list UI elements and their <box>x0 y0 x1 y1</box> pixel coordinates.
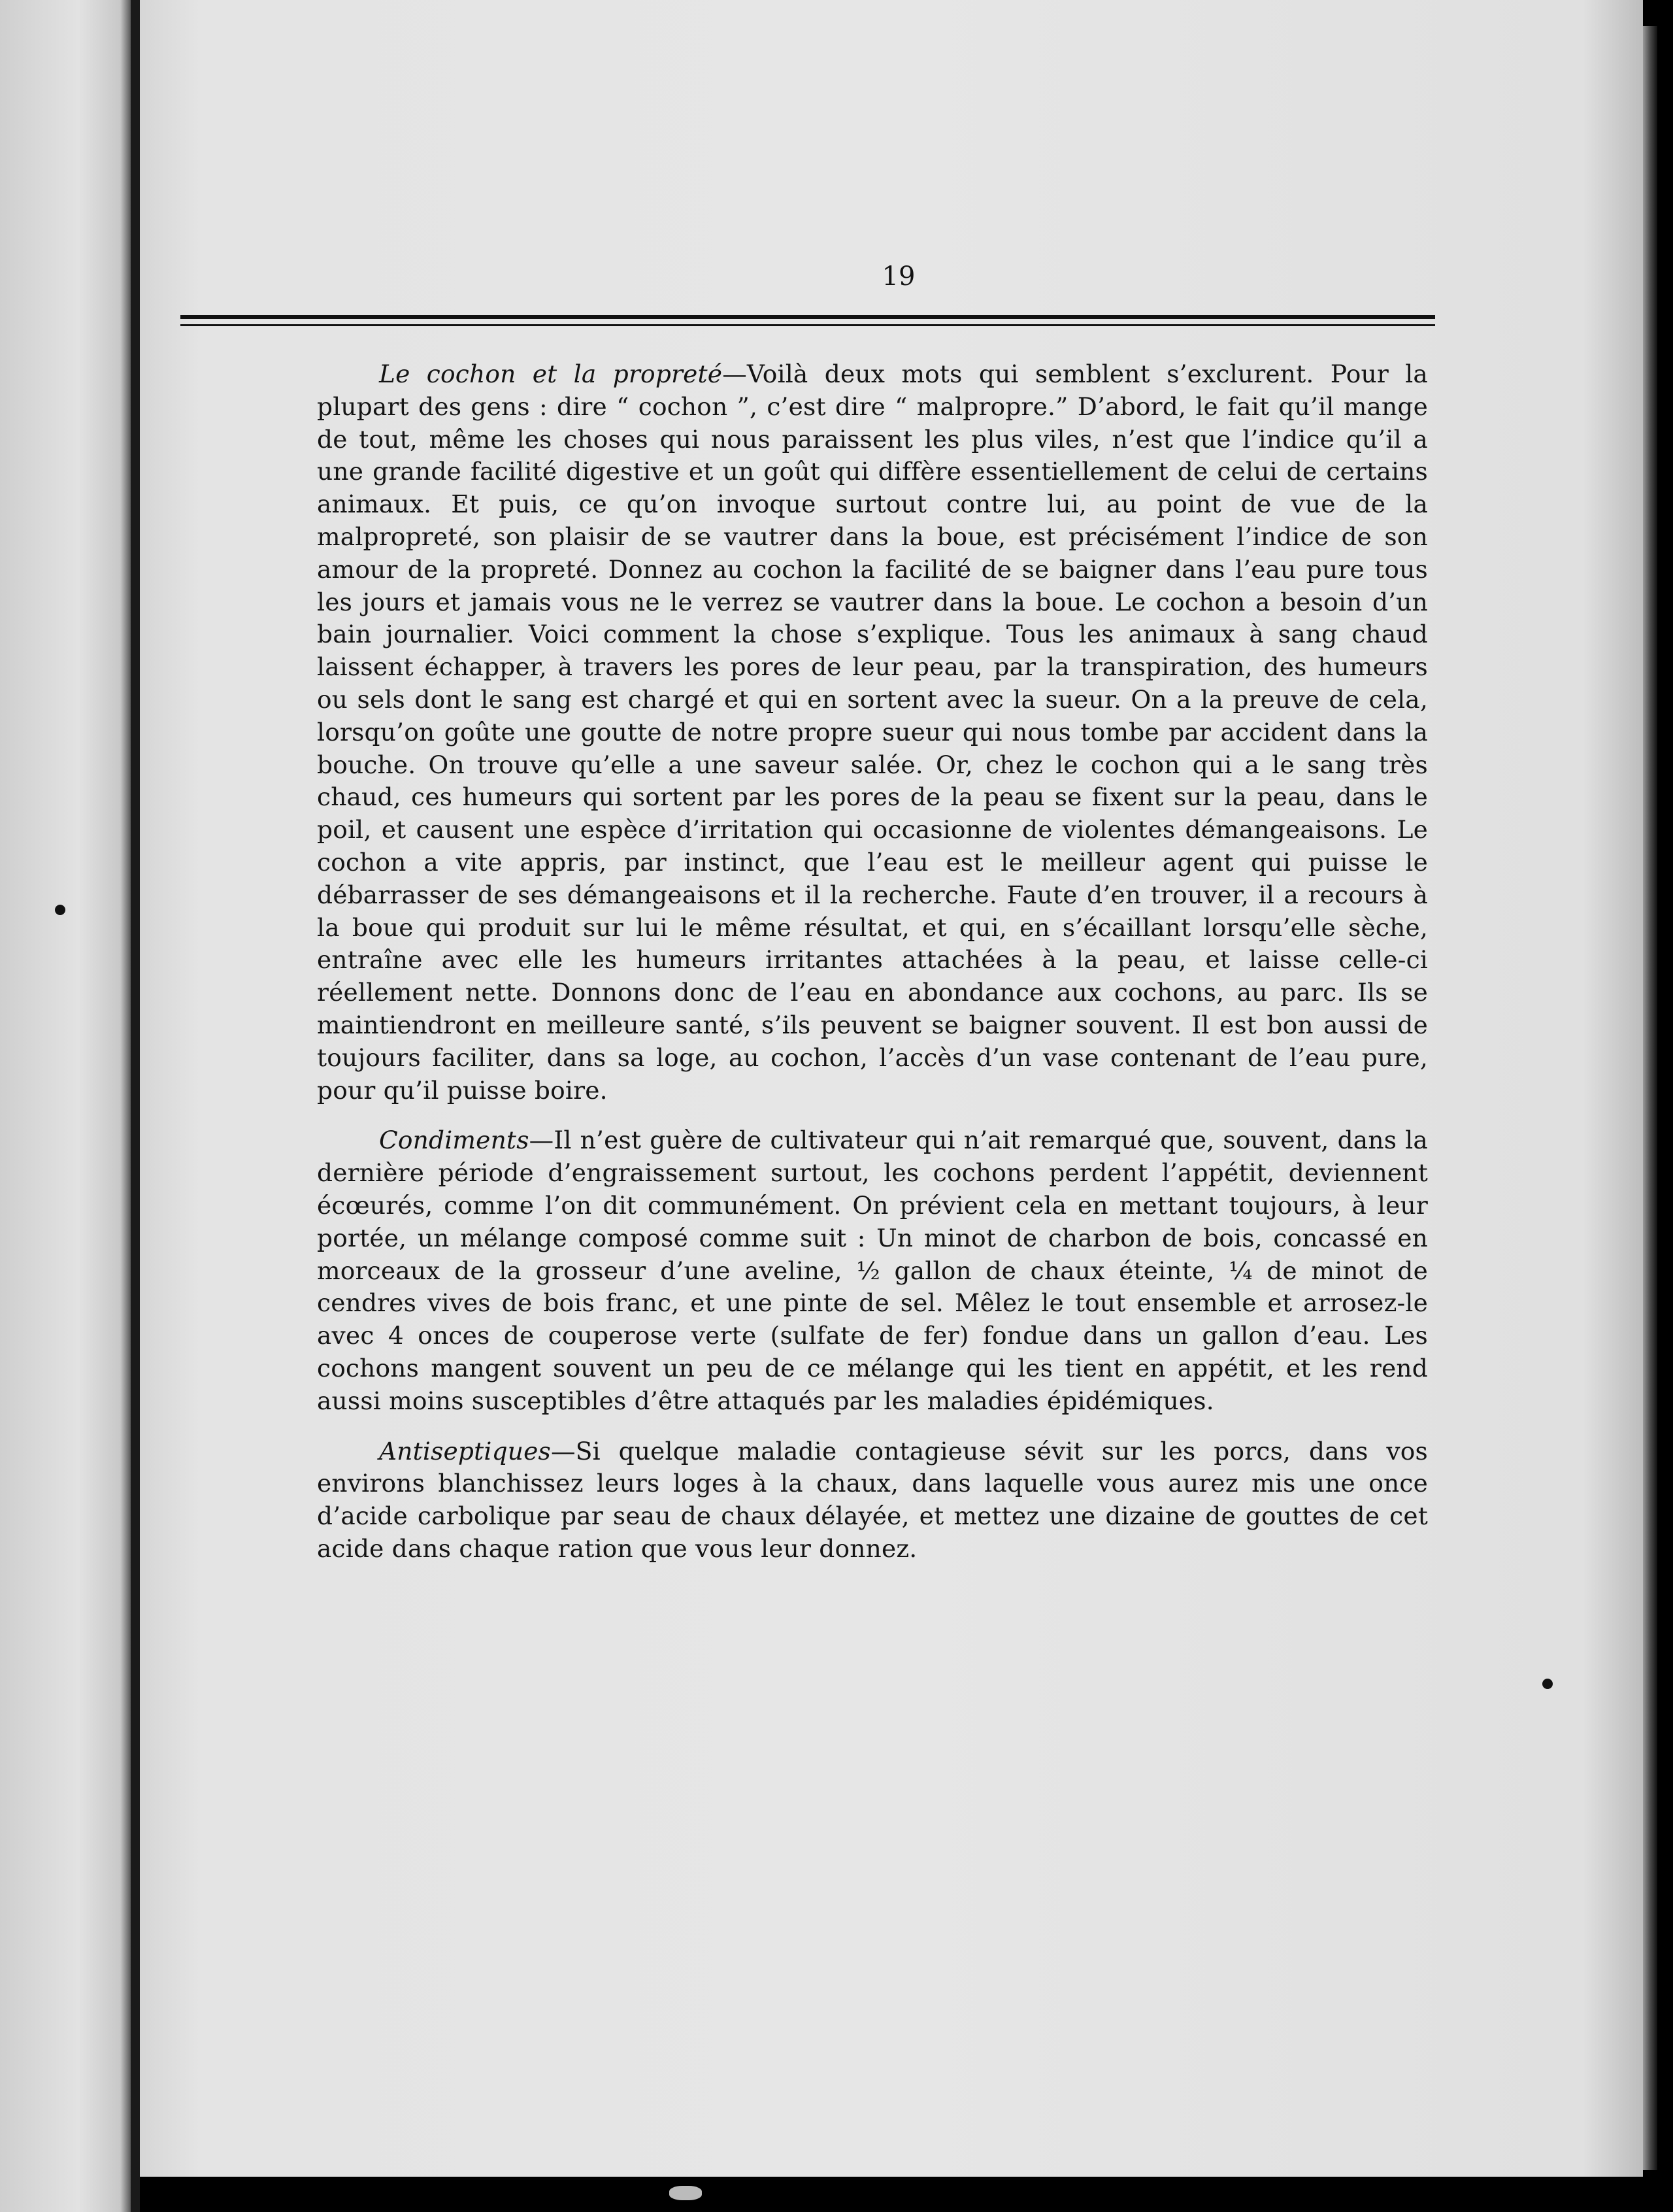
scan-speck <box>1542 1679 1553 1689</box>
paragraph-proprete <box>317 358 1428 1107</box>
header-rule-thick <box>180 315 1435 319</box>
paragraph-text: —Il n’est guère de cultivateur qui n’ait remarqué que, souvent, dans la dernière période d’engraissement surtout, les cochons perdent l’appétit, deviennent écœurés, comme l’on dit communément. On prévient cela en mettant toujours, à leur portée, un mélange composé comme suit : Un minot de charbon de bois, concassé en morceaux de la grosseur d’une aveline, ½ gallon de chaux éteinte, ¼ de minot de cendres vives de bois franc, et une pinte de sel. Mêlez le tout ensemble et arrosez-le avec 4 onces de couperose verte (sulfate de fer) fondue dans un gallon d’eau. Les cochons mangent souvent un peu de ce mélange qui les tient en appétit, et les rend aussi moins susceptibles d’être attaqués par les maladies épidémiques. <box>317 1126 1428 1415</box>
body-text <box>317 358 1428 1566</box>
paragraph-title: Le cochon et la propreté <box>379 360 723 388</box>
paragraph-condiments <box>317 1124 1428 1417</box>
scan-speck <box>55 905 65 915</box>
page-number: 19 <box>882 261 916 292</box>
paragraph-text: —Si quelque maladie contagieuse sévit sur les porcs, dans vos environs blanchissez leurs loges à la chaux, dans laquelle vous aurez mis une once d’acide carbolique par seau de chaux délayée, et mettez une dizaine de gouttes de cet acide dans chaque ration que vous leur donnez. <box>317 1436 1428 1563</box>
facing-page-edge <box>0 0 131 2212</box>
header-rule-thin <box>180 324 1435 326</box>
paragraph-title: Antiseptiques <box>379 1436 551 1466</box>
paragraph-title: Condiments <box>379 1126 529 1155</box>
paragraph-text: —Voilà deux mots qui semblent s’exclurent. Pour la plupart des gens : dire “ cochon ”, c’est dire “ malpropre.” D’abord, le fait qu’il mange de tout, même les choses qui nous paraissent les plus viles, n’est que l’indice qu’il a une grande facilité digestive et un goût qui diffère essentiellement de celui de certains animaux. Et puis, ce qu’on invoque surtout contre lui, au point de vue de la malpropreté, son plaisir de se vautrer dans la boue, est précisément l’indice de son amour de la propreté. Donnez au cochon la facilité de se baigner dans l’eau pure tous les jours et jamais vous ne le verrez se vautrer dans la boue. Le cochon a besoin d’un bain journalier. Voici comment la chose s’explique. Tous les animaux à sang chaud laissent échapper, à travers les pores de leur peau, par la transpiration, des humeurs ou sels dont le sang est chargé et qui en sortent avec la sueur. On a la preuve de cela, lorsqu’on goûte une goutte de notre propre sueur qui nous tombe par accident dans la bouche. On trouve qu’elle a une saveur salée. Or, chez le cochon qui a le sang très chaud, ces humeurs qui sortent par les pores de la peau se fixent sur la peau, dans le poil, et causent une espèce d’irritation qui occasionne de violentes démangeaisons. Le cochon a vite appris, par instinct, que l’eau est le meilleur agent qui puisse le débarrasser de ses démangeaisons et il la recherche. Faute d’en trouver, il a recours à la boue qui produit sur lui le même résultat, et qui, en s’écaillant lorsqu’elle sèche, entraîne avec elle les humeurs irritantes attachées à la peau, et laisse celle-ci réellement nette. Donnons donc de l’eau en abondance aux cochons, au parc. Ils se maintiendront en meilleure santé, s’ils peuvent se baigner souvent. Il est bon aussi de toujours faciliter, dans sa loge, au cochon, l’accès d’un vase contenant de l’eau pure, pour qu’il puisse boire. <box>317 360 1428 1105</box>
book-gutter <box>131 0 140 2212</box>
paragraph-antiseptiques <box>317 1435 1428 1566</box>
page-shadow-edge <box>1643 26 1657 2170</box>
scan-mark <box>669 2186 702 2200</box>
